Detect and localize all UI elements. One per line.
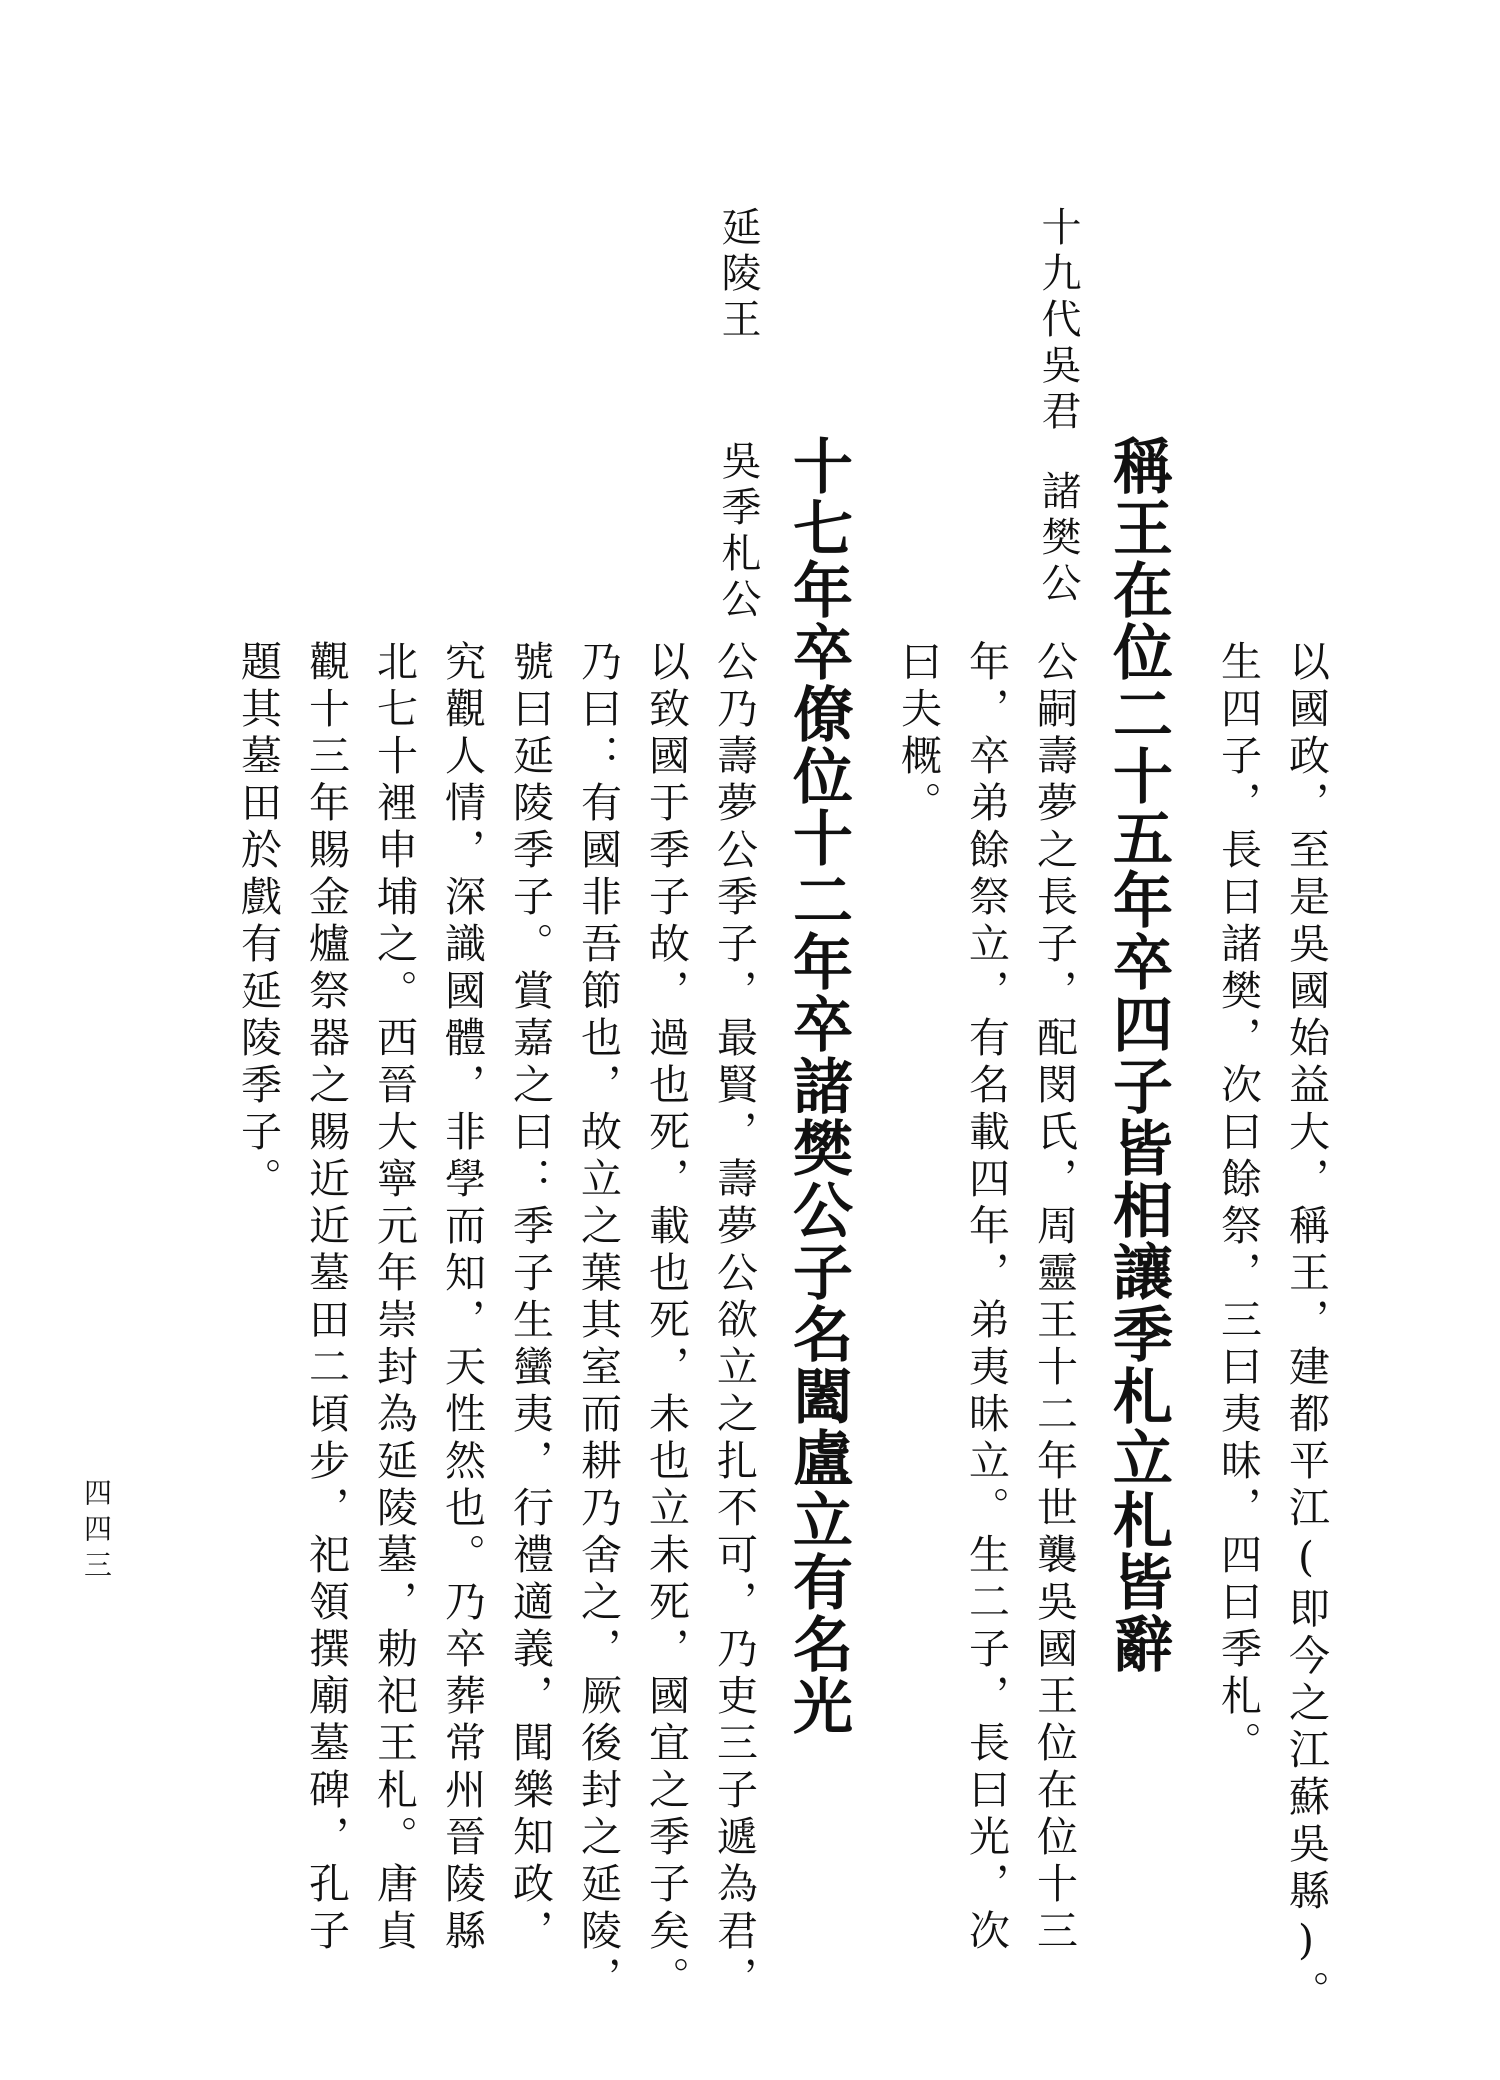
section-2-line: 究觀人情，深識國體，非學而知，天性然也。乃卒葬常州晉陵縣	[438, 640, 486, 1956]
section-2-line: 題其墓田於戲有延陵季子。	[234, 640, 282, 1204]
generation-label: 十九代吳君	[1035, 206, 1081, 436]
section-2-line: 乃曰：有國非吾節也，故立之葉其室而耕乃舍之，厥後封之延陵，	[574, 640, 622, 2003]
section-2-line: 觀十三年賜金爐祭器之賜近近墓田二頃步，祀領撰廟墓碑，孔子	[302, 640, 350, 1956]
continuation-line: 以國政，至是吳國始益大，稱王，建都平江(即今之江蘇吳縣)。	[1282, 640, 1330, 2017]
page-number: 四四三	[80, 1478, 113, 1586]
section-2-line: 公乃壽夢公季子，最賢，壽夢公欲立之扎不可，乃吏三子遞為君，	[710, 640, 758, 2003]
continuation-line: 生四子，長曰諸樊，次曰餘祭，三曰夷昧，四曰季札。	[1214, 640, 1262, 1768]
section-heading: 十七年卒僚位十二年卒諸樊公子名闔盧立有名光	[783, 435, 853, 1737]
section-2-line: 北七十裡申埔之。西晉大寧元年崇封為延陵墓，勅祀王札。唐貞	[370, 640, 418, 1956]
section-2-line: 以致國于季子故，過也死，載也死，未也立未死，國宜之季子矣。	[642, 640, 690, 2003]
section-1-line: 年，卒弟餘祭立，有名載四年，弟夷昧立。生二子，長曰光，次	[962, 640, 1010, 1956]
section-1-line: 曰夫概。	[894, 640, 942, 828]
generation-label: 延陵王	[715, 206, 761, 344]
person-name: 諸樊公	[1035, 470, 1081, 608]
section-heading: 稱王在位二十五年卒四子皆相讓季札立札皆辭	[1103, 435, 1173, 1675]
section-1-line: 公嗣壽夢之長子，配閔氏，周靈王十二年世襲吳國王位在位十三	[1030, 640, 1078, 1956]
person-name: 吳季札公	[715, 440, 761, 624]
section-2-line: 號曰延陵季子。賞嘉之曰：季子生蠻夷，行禮適義，聞樂知政，	[506, 640, 554, 1956]
